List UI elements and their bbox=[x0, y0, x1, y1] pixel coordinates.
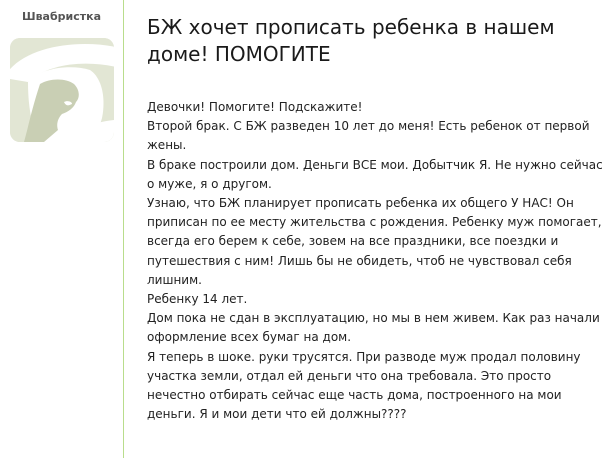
author-username[interactable]: Швабристка bbox=[22, 10, 102, 23]
author-avatar[interactable] bbox=[10, 38, 114, 142]
post-title: БЖ хочет прописать ребенка в нашем доме! ПОМОГИТЕ bbox=[147, 15, 555, 66]
post-line: Дом пока не сдан в эксплуатацию, но мы в нем живем. Как раз начали оформление всех бумаг на дом. bbox=[147, 311, 600, 345]
post-line: Второй брак. С БЖ разведен 10 лет до меня! Есть ребенок от первой жены. bbox=[147, 119, 590, 153]
woman-with-hat-silhouette-icon bbox=[10, 38, 114, 142]
post-body bbox=[147, 98, 607, 424]
post-line: Ребенку 14 лет. bbox=[147, 292, 248, 307]
post-line: Девочки! Помогите! Подскажите! bbox=[147, 100, 363, 114]
post-line: В браке построили дом. Деньги ВСЕ мои. Добытчик Я. Не нужно сейчас о муже, я о другом. bbox=[147, 157, 603, 191]
author-sidebar bbox=[0, 0, 124, 458]
post-content bbox=[147, 14, 607, 424]
post-line: Я теперь в шоке. руки трусятся. При разводе муж продал половину участка земли, отдал ей деньги что она требовала. Это просто нечестно отбирать сейчас еще часть дома, построенного на мои деньги. Я и мои дети что ей должны???? bbox=[147, 349, 581, 422]
post-line: Узнаю, что БЖ планирует прописать ребенка их общего У НАС! Он приписан по ее месту жительства с рождения. Ребенку муж помогает, всегда его берем к себе, зовем на все праздники, все поездки и путешествия с ним! Лишь бы не обидеть, чтоб не чувствовал себя лишним. bbox=[147, 196, 602, 287]
